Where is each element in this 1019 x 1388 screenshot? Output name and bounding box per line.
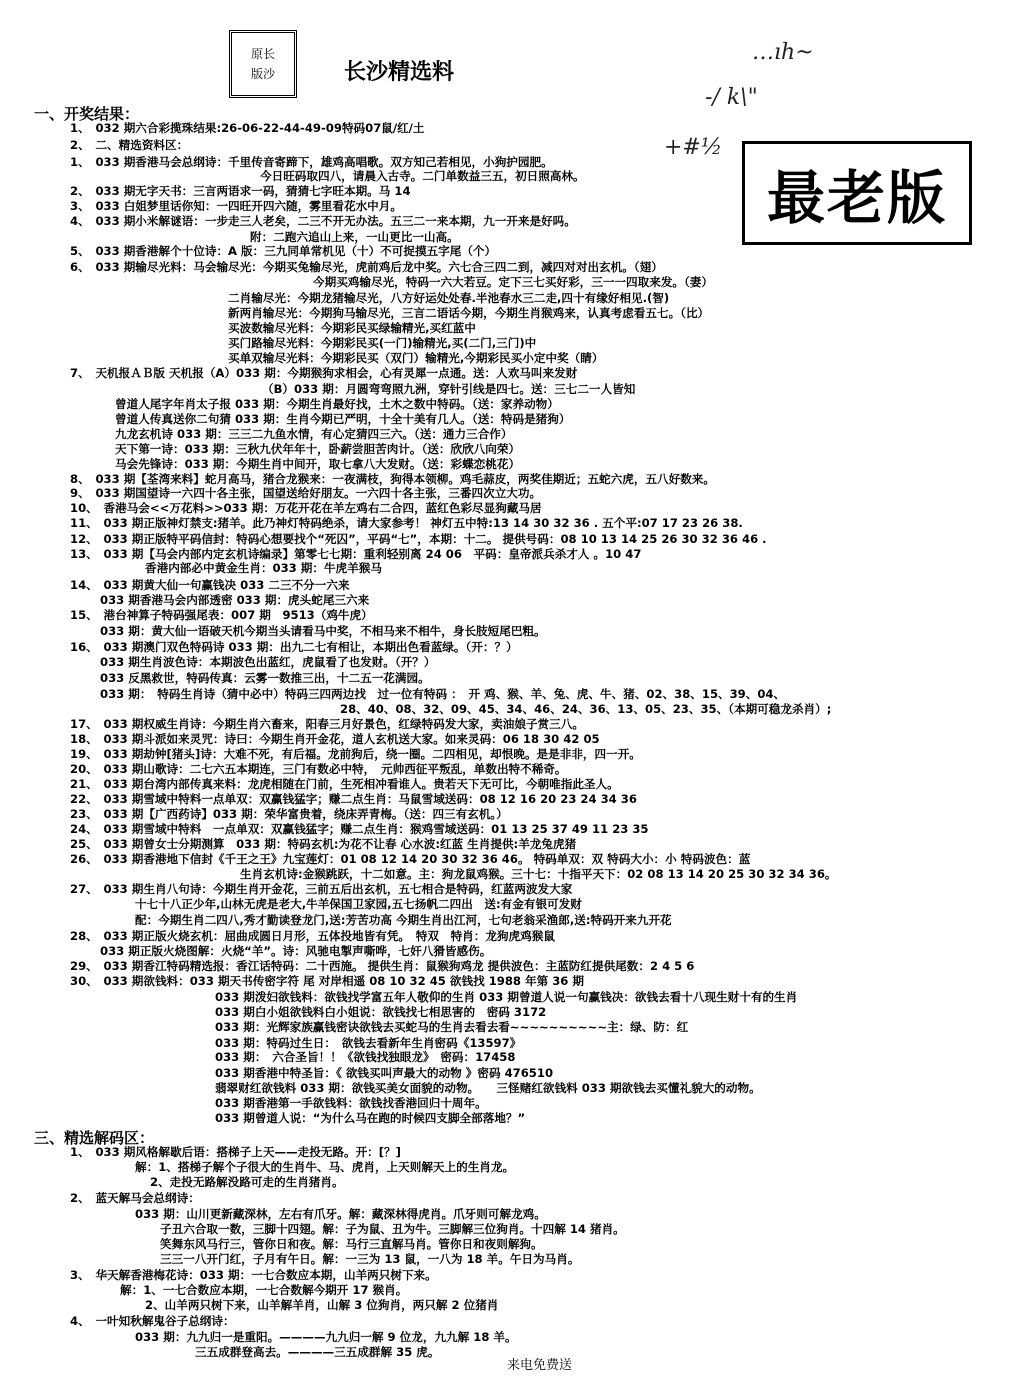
text-line: 033 期：黄大仙一语破天机今期当头请看马中奖，不相马来不相牛，身长肢短尾巴粗。 — [100, 624, 546, 638]
text-line: 解：1、一七合数应本期，一七合数解今期开 17 猴肖。 — [120, 1283, 408, 1297]
text-line: 买单双输尽光料：今期彩民买（双门）输精光,今期彩民买小定中奖（睛） — [228, 351, 604, 365]
text-line: 033 期白小姐欲钱料白小姐说：欲钱找七相思害的 密码 3172 — [215, 1005, 547, 1019]
text-line: 十七十八正少年,山林无虎是老大,牛羊保国卫家园,五七扬帆二四出 送:有金有银可发财 — [135, 897, 582, 911]
text-line: 17、 033 期权威生肖诗：今期生肖六畜来，阳春三月好景色，红绿特码发大家，卖油娘子赏三八。 — [70, 717, 584, 731]
footer-note: 来电免费送 — [507, 1358, 573, 1373]
text-line: 033 期曾道人说：“为什么马在跑的时候四支脚全部落地？” — [215, 1111, 526, 1125]
text-line: （B）033 期：月圆弯弯照九洲，穿针引线是四七。送：三七二一人皆知 — [262, 382, 636, 396]
text-line: 1、 033 期风格解歇后语：搭梯子上天——走投无路。开：[？] — [70, 1145, 401, 1159]
text-line: 033 期生肖波色诗：本期波色出蓝红，虎鼠看了也发财。（开？） — [100, 655, 436, 669]
text-line: 三五成群登高去。————三五成群解 35 虎。 — [195, 1345, 440, 1359]
oldest-edition-badge: 最老版 — [742, 141, 972, 245]
text-line: 033 反黑救世，特码传真：云雾一数推三出，十二五一花满园。 — [100, 671, 430, 685]
text-line: 7、 天机报ＡＢ版 天机报（A）033 期：今期猴狗求相会，心有灵犀一点通。送：人欢马叫来发财 — [70, 366, 578, 380]
text-line: 29、 033 期香江特码精选报：香江话特码：二十西施。 提供生肖：鼠猴狗鸡龙 提供波色：主蓝防红提供尾数：2 4 5 6 — [70, 959, 695, 973]
text-line: 马会先锋诗：033 期：今期生肖中间开，取七拿八大发财。（送：彩蝶恋桃花） — [115, 457, 521, 471]
logo-stamp — [229, 30, 297, 98]
text-line: 033 期泼妇欲钱料：欲钱找学富五年人敬仰的生肖 033 期曾道人说一句赢钱决：欲钱去看十八现生财十有的生肖 — [215, 990, 798, 1004]
text-line: 翡翠财红欲钱料 033 期：欲钱买美女面貌的动物。 三怪赌红欲钱料 033 期欲钱去买懂礼貌大的动物。 — [215, 1081, 761, 1095]
text-line: 今日旺码取四八，请晨入古寺。二门单数益三五，初日照高林。 — [260, 169, 585, 183]
text-line: 香港内部必中黄金生肖：033 期：牛虎羊猴马 — [145, 561, 382, 575]
text-line: 19、 033 期劫钟[猪头]诗：大难不死，有后福。龙前狗后，绕一圈。二四相见，却恨晚。是是非非，四一开。 — [70, 747, 641, 761]
text-line: 附：二跑六追山上来，一山更比一山高。 — [250, 230, 459, 244]
text-line: 20、 033 期山歌诗：二七六五本期连，三门有数必中特， 元帅西征平叛乱，单数出特不稀奇。 — [70, 762, 567, 776]
text-line: 九龙玄机诗 033 期：三三二九鱼水情，有心定猜四三六。（送：通力三合作） — [115, 427, 513, 441]
text-line: 生肖玄机诗:金猴跳跃，十二如意。主：狗龙鼠鸡猴。三十七：十指平天下：02 08 13 14 20 25 30 32 34 36。 — [240, 867, 837, 881]
text-line: 3、 华天解香港梅花诗：033 期：一七合数应本期，山羊两只树下来。 — [70, 1268, 437, 1282]
text-line: 2、 033 期无字天书：三言两语求一码，猜猜七字旺本期。马 14 — [70, 184, 411, 198]
text-line: 4、 033 期小米解谜语：一步走三人老矣，二三不开无办法。五三二一来本期，九一开来是好吗。 — [70, 214, 576, 228]
text-line: 2、走投无路解没路可走的生肖猪肖。 — [150, 1175, 344, 1189]
text-line: 4、 一叶知秋解鬼谷子总纲诗： — [70, 1314, 235, 1328]
text-line: 15、 港台神算子特码强尾表：007 期 9513（鸡牛虎） — [70, 608, 373, 622]
text-line: 买波数输尽光料：今期彩民买绿输精光,买红蓝中 — [228, 321, 476, 335]
text-line: 033 期香港中特圣旨：《 欲钱买叫声最大的动物 》密码 476510 — [215, 1066, 554, 1080]
text-line: 16、 033 期澳门双色特码诗 033 期：出九二七有相让，本期出色看蓝绿。（开：？） — [70, 640, 518, 654]
text-line: 27、 033 期生肖八句诗：今期生肖开金花，三前五后出玄机，五七相合是特码，红蓝两波发大家 — [70, 882, 573, 896]
text-line: 配：今期生肖二四八,秀才勤读登龙门,送:芳苦功高 今期生肖出江河，七句老翁采渔郎,送:特码开来九开花 — [135, 913, 672, 927]
text-line: 033 期： 六合圣旨！！《欲钱找独眼龙》 密码：17458 — [215, 1050, 516, 1064]
text-line: 新两肖输尽光：今期狗马输尽光，三言二语话今期，今期生肖猴鸡来，认真考虑看五七。（比） — [228, 306, 710, 320]
text-line: 22、 033 期雪域中特料一点单双：双赢钱猛字；赚二点生肖：马鼠雪域送码：08 12 16 20 23 24 34 36 — [70, 792, 637, 806]
text-line: 033 期：山川更新藏深林，左右有爪牙。解：藏深林得虎肖。爪牙则可解龙鸡。 — [135, 1207, 546, 1221]
text-line: 12、 033 期正版特平码信封：特码心想要找个“死囚”，平码“七”，本期：十二。 提供号码：08 10 13 14 25 26 30 32 36 46 . — [70, 532, 767, 546]
text-line: 1、 033 期香港马会总纲诗：千里传音寄蹄下，雄鸡高唱歌。双方知己若相见，小狗护园肥。 — [70, 155, 553, 169]
text-line: 13、 033 期【马会内部内定玄机诗编录】第零七七期：重利轻别离 24 06 平码：皇帝派兵杀才人 。10 47 — [70, 547, 642, 561]
handwriting-2: -/ k\" — [705, 85, 758, 110]
text-line: 11、 033 期正版神灯禁支:猪羊。此乃神灯特码绝杀，请大家参考！ 神灯五中特:13 14 30 32 36 . 五个平:07 17 23 26 38. — [70, 516, 743, 530]
text-line: 8、 033 期【荃湾来料】蛇月高马，猪合龙猴来：一夜满枝，狗得本领柳。鸡毛蒜皮，两奖佳期近；五蛇六虎，五八好数来。 — [70, 472, 715, 486]
text-line: 033 期：九九归一是重阳。————九九归一解 9 位龙，九九解 18 羊。 — [135, 1330, 517, 1344]
text-line: 033 期香港马会内部透密 033 期：虎头蛇尾三六来 — [100, 593, 370, 607]
text-line: 2、 二、精选资料区： — [70, 138, 189, 152]
text-line: 25、 033 期曾女士分期测算 033 期：特码玄机:为花不让春 心水波:红蓝 生肖提供:羊龙兔虎猪 — [70, 837, 577, 851]
section-1-heading: 一、开奖结果： — [34, 105, 140, 123]
text-line: 14、 033 期黄大仙一句赢钱决 033 二三不分一六来 — [70, 578, 350, 592]
text-line: 033 期香港第一手欲钱料：欲钱找香港回归十周年。 — [215, 1096, 487, 1110]
text-line: 二肖输尽光：今期龙猪输尽光，八方好运处处春.半池春水三二走,四十有缘好相见.(智) — [228, 291, 670, 305]
text-line: 买门路输尽光料：今期彩民买(一门)输精光,买(二门,三门)中 — [228, 336, 537, 350]
text-line: 2、 蓝天解马会总纲诗： — [70, 1191, 200, 1205]
text-line: 5、 033 期香港解个十位诗：A 版：三九同单常机见（十）不可捉摸五字尾（个） — [70, 244, 497, 258]
text-line: 26、 033 期香港地下信封《千王之王》九宝莲灯：01 08 12 14 20 30 32 36 46。 特码单双：双 特码大小：小 特码波色：蓝 — [70, 852, 751, 866]
text-line: 18、 033 期斗派如来灵咒：诗曰：今期生肖开金花，道人玄机送大家。如来灵码：06 18 30 42 05 — [70, 732, 600, 746]
text-line: 9、 033 期国望诗一六四十各主张，国望送给好朋友。一六四十各主张，三番四次立大功。 — [70, 486, 542, 500]
stamp-line-1: 原长 — [250, 47, 275, 61]
text-line: 1、 032 期六合彩揽珠结果:26-06-22-44-49-09特码07鼠/红/土 — [70, 121, 425, 135]
text-line: 曾道人传真送你二句猜 033 期：生肖今期已严明，十全十美有几人。（送：特码是猪狗） — [115, 412, 571, 426]
text-line: 三三一八开门红，子月有午日。解：一三为 13 鼠，一八为 18 羊。午日为马肖。 — [160, 1252, 580, 1266]
text-line: 笑舞东风马行三，管你日和夜。解：马行三直解马肖。管你日和夜则解狗。 — [160, 1237, 543, 1251]
stamp-line-2: 版沙 — [250, 67, 275, 81]
text-line: 10、 香港马会<<万花料>>033 期：万花开花在羊左鸡右二合四，蓝红色彩尽显狗藏马居 — [70, 501, 542, 515]
text-line: 23、 033 期【广西药诗】033 期：荣华富贵着，绕床弄青梅。（送：四三有玄机。） — [70, 807, 508, 821]
text-line: 033 期：光辉家族赢钱密诀欲钱去买蛇马的生肖去看去看~~~~~~~~~~主：绿、防：红 — [215, 1020, 689, 1034]
text-line: 天下第一诗：033 期：三秋九伏年年十，卧薪尝胆苦肉计。（送：欣欣八向荣） — [115, 442, 521, 456]
text-line: 28、40、08、32、09、45、34、46、24、36、13、05、23、35、（本期可稳龙杀肖）; — [340, 702, 832, 716]
text-line: 033 期正版火烧图解：火烧“羊”。诗：风驰电掣声嘶哗，七奸八猾皆感伤。 — [100, 944, 492, 958]
text-line: 解：1、搭梯子解个子很大的生肖牛、马、虎肖，上天则解天上的生肖龙。 — [135, 1160, 515, 1174]
handwriting-1: …ıh~ — [752, 40, 814, 65]
text-line: 21、 033 期台湾内部传真来料：龙虎相随在门前，生死相冲看谁人。贵若天下无可比，今朝唯指此圣人。 — [70, 777, 619, 791]
text-line: 子丑六合取一数，三脚十四翅。解：子为鼠、丑为牛。三脚解三位狗肖。十四解 14 猪肖。 — [160, 1222, 625, 1236]
text-line: 今期买鸡输尽光，特码一六大若豆。定下三七买好彩，三一一四取来发。（妻） — [313, 275, 713, 289]
text-line: 2、山羊两只树下来，山羊解羊肖，山解 3 位狗肖，两只解 2 位猪肖 — [145, 1298, 499, 1312]
text-line: 曾道人尾字年肖太子报 033 期：今期生肖最好找，土木之数中特码。（送：家养动物） — [115, 397, 559, 411]
text-line: 28、 033 期正版火烧玄机：屈曲成圆日月形，五体投地皆有凭。 特双 特肖：龙狗虎鸡猴鼠 — [70, 929, 555, 943]
text-line: 3、 033 白姐梦里话你知：一四旺开四六随，雾里看花水中月。 — [70, 199, 402, 213]
handwriting-3: +#½ — [664, 135, 723, 160]
section-3-heading: 三、精选解码区： — [34, 1129, 155, 1147]
text-line: 24、 033 期雪域中特料 一点单双：双赢钱猛字；赚二点生肖：猴鸡雪域送码：01 13 25 37 49 11 23 35 — [70, 822, 649, 836]
text-line: 033 期： 特码生肖诗（猜中必中）特码三四两边找 过一位有特码 ： 开 鸡、猴、羊、兔、虎、牛、猪、02、38、15、39、04、 — [100, 687, 786, 701]
text-line: 033 期：特码过生日： 欲钱去看新年生肖密码《13597》 — [215, 1036, 522, 1050]
page-title: 长沙精选料 — [344, 60, 455, 85]
text-line: 30、 033 期欲钱料：033 期天书传密字符 尾 对岸相遥 08 10 32 45 欲钱找 1988 年第 36 期 — [70, 974, 584, 988]
text-line: 6、 033 期输尽光料：马会输尽光：今期买兔输尽光，虎前鸡后龙中奖。六七合三四二到，减四对对出玄机。（翅） — [70, 260, 663, 274]
